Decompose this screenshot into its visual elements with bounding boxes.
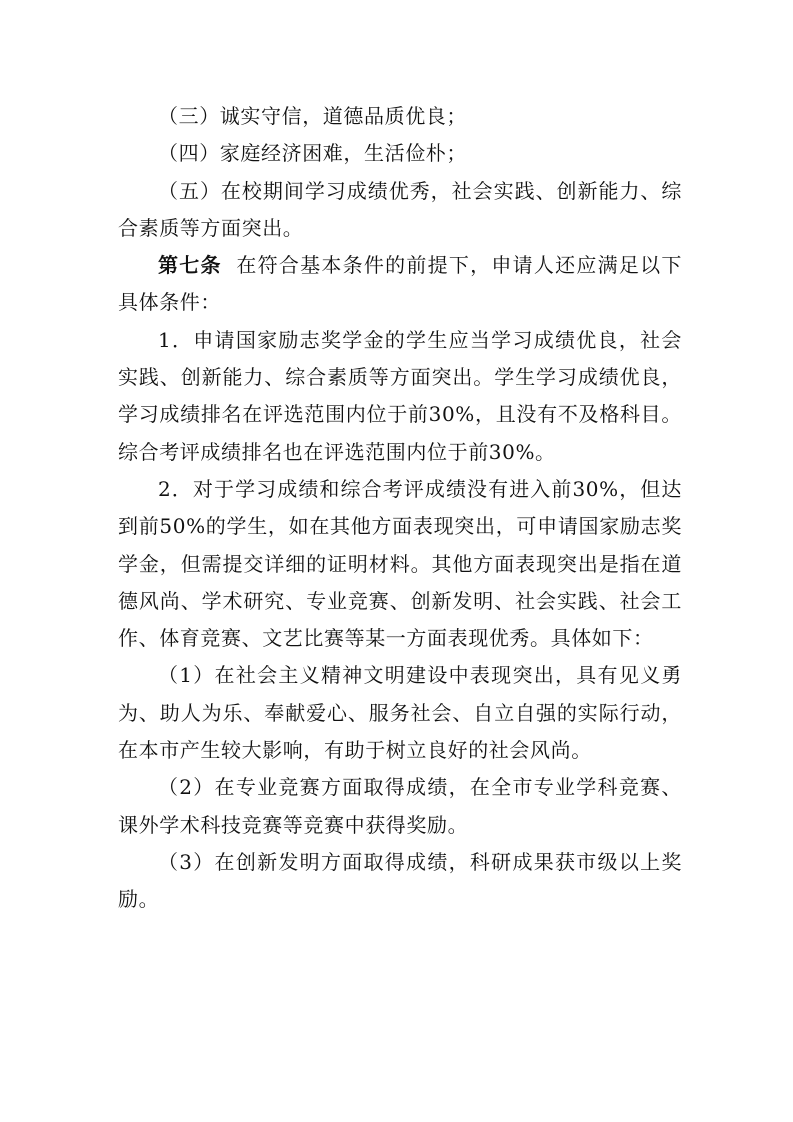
paragraph-item-4 — [118, 135, 682, 172]
paragraph-text: （2）在专业竞赛方面取得成绩，在全市专业学科竞赛、课外学术科技竞赛等竞赛中获得奖励。 — [118, 775, 682, 837]
paragraph-item-5 — [118, 173, 682, 248]
paragraph-sub-3 — [118, 844, 682, 919]
paragraph-text: （3）在创新发明方面取得成绩，科研成果获市级以上奖励。 — [118, 849, 682, 912]
paragraph-text: 1．申请国家励志奖学金的学生应当学习成绩优良，社会实践、创新能力、综合素质等方面突出。学生学习成绩优良，学习成绩排名在评选范围内位于前30%，且没有不及格科目。综合考评成绩排名也在评选范围内位于前30%。 — [118, 327, 682, 464]
paragraph-text: （五）在校期间学习成绩优秀，社会实践、创新能力、综合素质等方面突出。 — [118, 178, 682, 240]
paragraph-text: 在符合基本条件的前提下，申请人还应满足以下具体条件： — [118, 253, 682, 315]
paragraph-text: （三）诚实守信，道德品质优良； — [158, 104, 467, 128]
paragraph-text: （四）家庭经济困难，生活俭朴； — [158, 141, 467, 166]
article-heading: 第七条 — [158, 253, 222, 278]
paragraph-article-7 — [118, 247, 682, 322]
paragraph-item-3 — [118, 98, 682, 135]
paragraph-condition-1 — [118, 322, 682, 471]
paragraph-text: （1）在社会主义精神文明建设中表现突出，具有见义勇为、助人为乐、奉献爱心、服务社会、自立自强的实际行动，在本市产生较大影响，有助于树立良好的社会风尚。 — [118, 663, 682, 763]
paragraph-condition-2 — [118, 471, 682, 657]
paragraph-sub-1 — [118, 657, 682, 769]
paragraph-sub-2 — [118, 769, 682, 844]
document-body — [118, 98, 682, 919]
paragraph-text: 2．对于学习成绩和综合考评成绩没有进入前30%，但达到前50%的学生，如在其他方面表现突出，可申请国家励志奖学金，但需提交详细的证明材料。其他方面表现突出是指在道德风尚、学术研究、专业竞赛、创新发明、社会实践、社会工作、体育竞赛、文艺比赛等某一方面表现优秀。具体如下： — [118, 476, 682, 651]
